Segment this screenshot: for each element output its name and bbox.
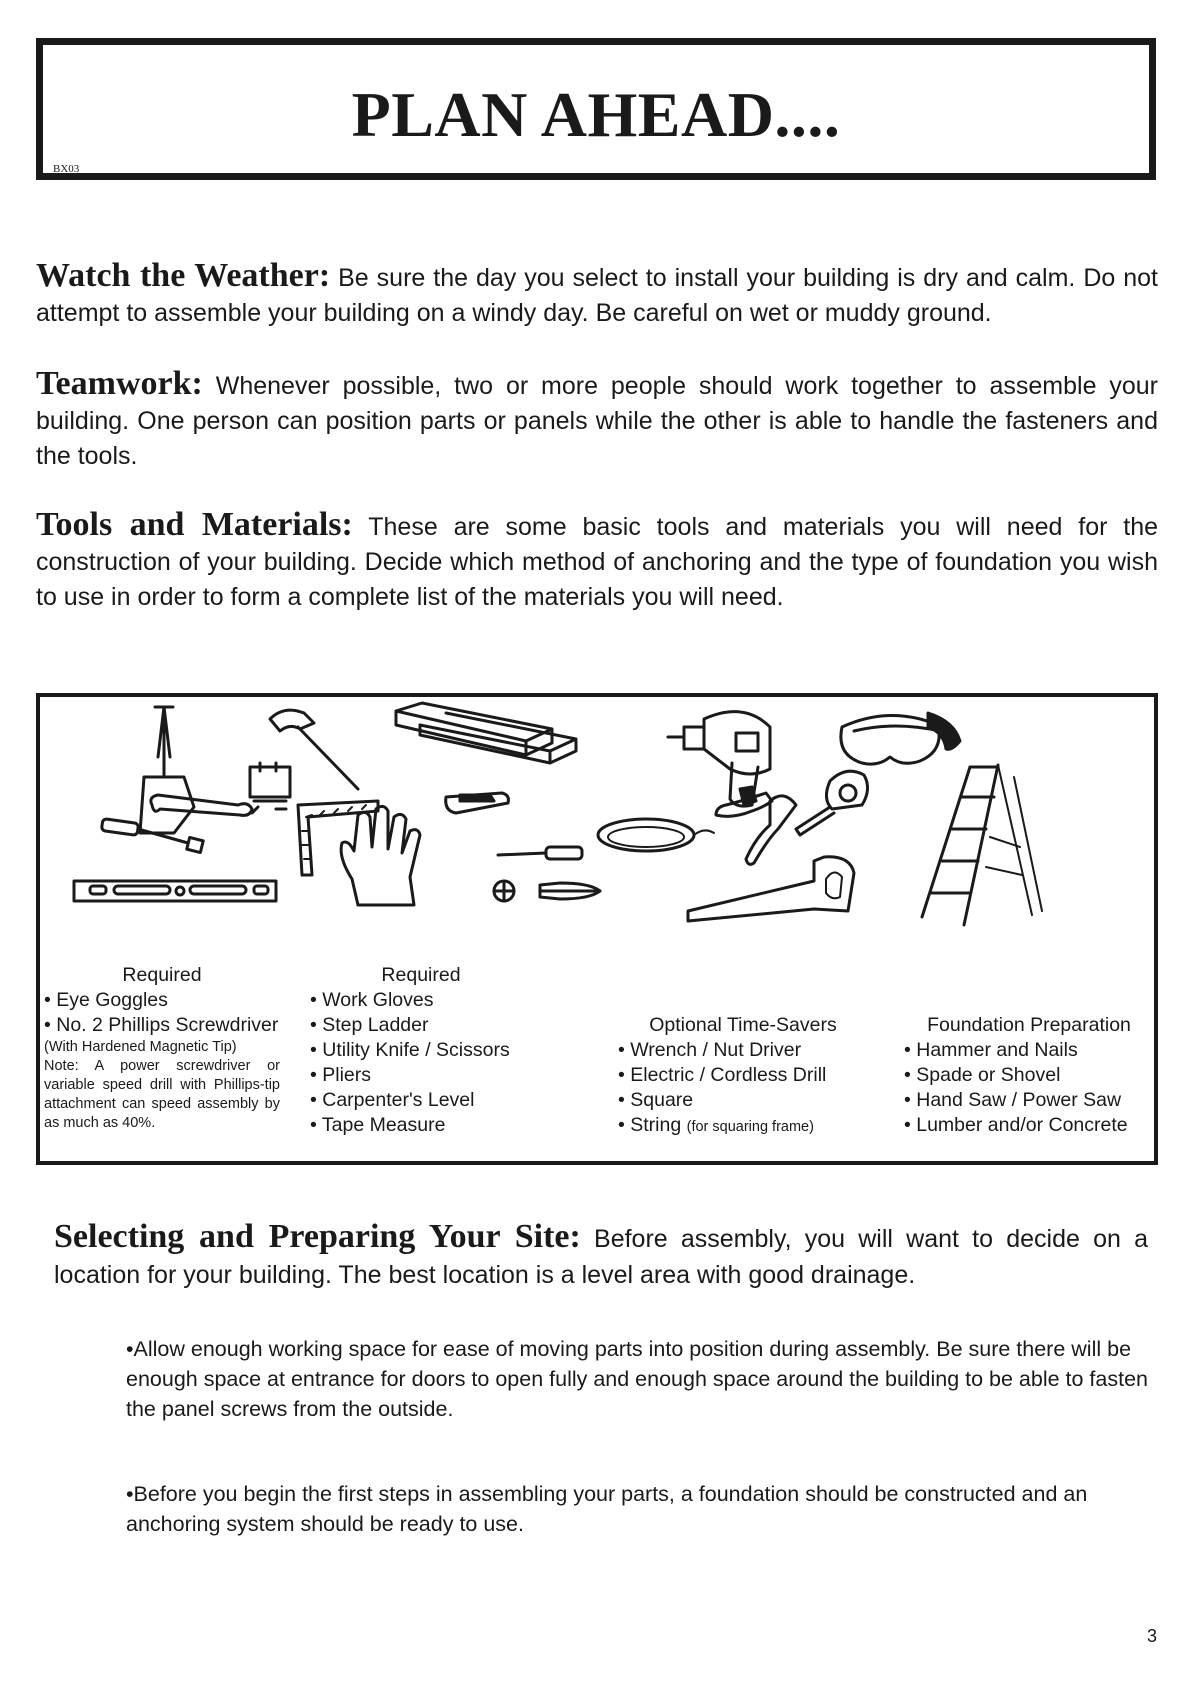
optional-heading: Optional Time-Savers bbox=[649, 1014, 837, 1036]
tools-paragraph bbox=[36, 507, 1158, 615]
teamwork-heading: Teamwork: bbox=[36, 365, 203, 402]
screwdriver-icon bbox=[498, 847, 582, 859]
weather-heading: Watch the Weather: bbox=[36, 257, 331, 294]
wrench-icon bbox=[151, 795, 252, 815]
tools-illustration bbox=[40, 697, 1154, 987]
phillips-tip-icon bbox=[494, 881, 600, 901]
drill-icon bbox=[668, 712, 770, 807]
list-item: • Utility Knife / Scissors bbox=[310, 1039, 510, 1061]
ladder-icon bbox=[922, 765, 1042, 925]
list-item: • Square bbox=[618, 1089, 694, 1111]
screwdriver-tip-note: (With Hardened Magnetic Tip) bbox=[44, 1039, 237, 1055]
required-list-2 bbox=[310, 963, 540, 1138]
optional-list bbox=[618, 1013, 868, 1140]
required-heading-2: Required bbox=[381, 964, 461, 986]
list-item: • Carpenter's Level bbox=[310, 1089, 475, 1111]
list-item bbox=[618, 1113, 868, 1140]
tools-heading: Tools and Materials: bbox=[36, 506, 353, 543]
lumber-icon bbox=[396, 703, 576, 763]
list-item: • Tape Measure bbox=[310, 1114, 446, 1136]
string-item: • String bbox=[618, 1114, 682, 1136]
list-item: • No. 2 Phillips Screwdriver bbox=[44, 1014, 279, 1036]
list-item: • Hammer and Nails bbox=[904, 1039, 1078, 1061]
list-item: • Electric / Cordless Drill bbox=[618, 1064, 827, 1086]
tools-text: These are some basic tools and materials you will need for the construction of your building. Decide which method of anchoring and the type of foundation you wish to use in order to form a complete list of the materials you will need. bbox=[36, 513, 1159, 611]
header-box bbox=[36, 38, 1156, 180]
document-code: BX03 bbox=[53, 163, 80, 175]
list-item: • Hand Saw / Power Saw bbox=[904, 1089, 1122, 1111]
weather-text: Be sure the day you select to install your building is dry and calm. Do not attempt to assemble your building on a windy day. Be careful on wet or muddy ground. bbox=[36, 264, 1158, 327]
weather-paragraph bbox=[36, 258, 1158, 331]
tools-box bbox=[36, 693, 1158, 1165]
site-bullet: •Before you begin the first steps in assembling your parts, a foundation should be constructed and an anchoring system should be ready to use. bbox=[126, 1482, 1088, 1536]
hammer-icon bbox=[270, 710, 358, 789]
list-item: • Lumber and/or Concrete bbox=[904, 1114, 1128, 1136]
page-number: 3 bbox=[1146, 1626, 1157, 1646]
goggles-icon bbox=[841, 713, 960, 764]
required-heading-1: Required bbox=[122, 964, 202, 986]
chalk-line-icon bbox=[250, 763, 290, 813]
teamwork-text: Whenever possible, two or more people should work together to assemble your building. One person can position parts or panels while the other is able to handle the fasteners and the tools. bbox=[36, 372, 1158, 470]
power-screwdriver-note: Note: A power screwdriver or variable speed drill with Phillips-tip attachment can speed assembly by as much as 40%. bbox=[44, 1058, 280, 1131]
page-title: PLAN AHEAD.... bbox=[351, 79, 841, 150]
list-item: • Step Ladder bbox=[310, 1014, 429, 1036]
list-item: • Wrench / Nut Driver bbox=[618, 1039, 802, 1061]
level-icon bbox=[74, 881, 276, 901]
hand-saw-icon bbox=[688, 857, 854, 921]
site-heading: Selecting and Preparing Your Site: bbox=[54, 1218, 581, 1255]
site-bullet: •Allow enough working space for ease of moving parts into position during assembly. Be sure there will be enough space at entrance for doors to open fully and enough space around the building to be able to fasten the panel screws from the outside. bbox=[126, 1337, 1149, 1421]
site-paragraph bbox=[54, 1219, 1148, 1293]
list-item: • Pliers bbox=[310, 1064, 372, 1086]
string-icon bbox=[598, 819, 714, 851]
foundation-heading: Foundation Preparation bbox=[927, 1014, 1131, 1036]
shovel-icon bbox=[140, 707, 194, 833]
string-note: (for squaring frame) bbox=[686, 1119, 814, 1135]
list-item: • Spade or Shovel bbox=[904, 1064, 1061, 1086]
work-gloves-icon bbox=[341, 806, 420, 905]
list-item: • Eye Goggles bbox=[44, 989, 168, 1011]
utility-knife-icon bbox=[446, 793, 509, 813]
list-item: • Work Gloves bbox=[310, 989, 434, 1011]
tape-measure-icon bbox=[796, 771, 868, 835]
required-list-1 bbox=[44, 963, 280, 1133]
site-text: Before assembly, you will want to decide on a location for your building. The best location is a level area with good drainage. bbox=[54, 1225, 1148, 1289]
pliers-icon bbox=[716, 793, 796, 864]
foundation-list bbox=[904, 1013, 1154, 1138]
teamwork-paragraph bbox=[36, 366, 1158, 474]
nut-driver-icon bbox=[101, 819, 203, 853]
